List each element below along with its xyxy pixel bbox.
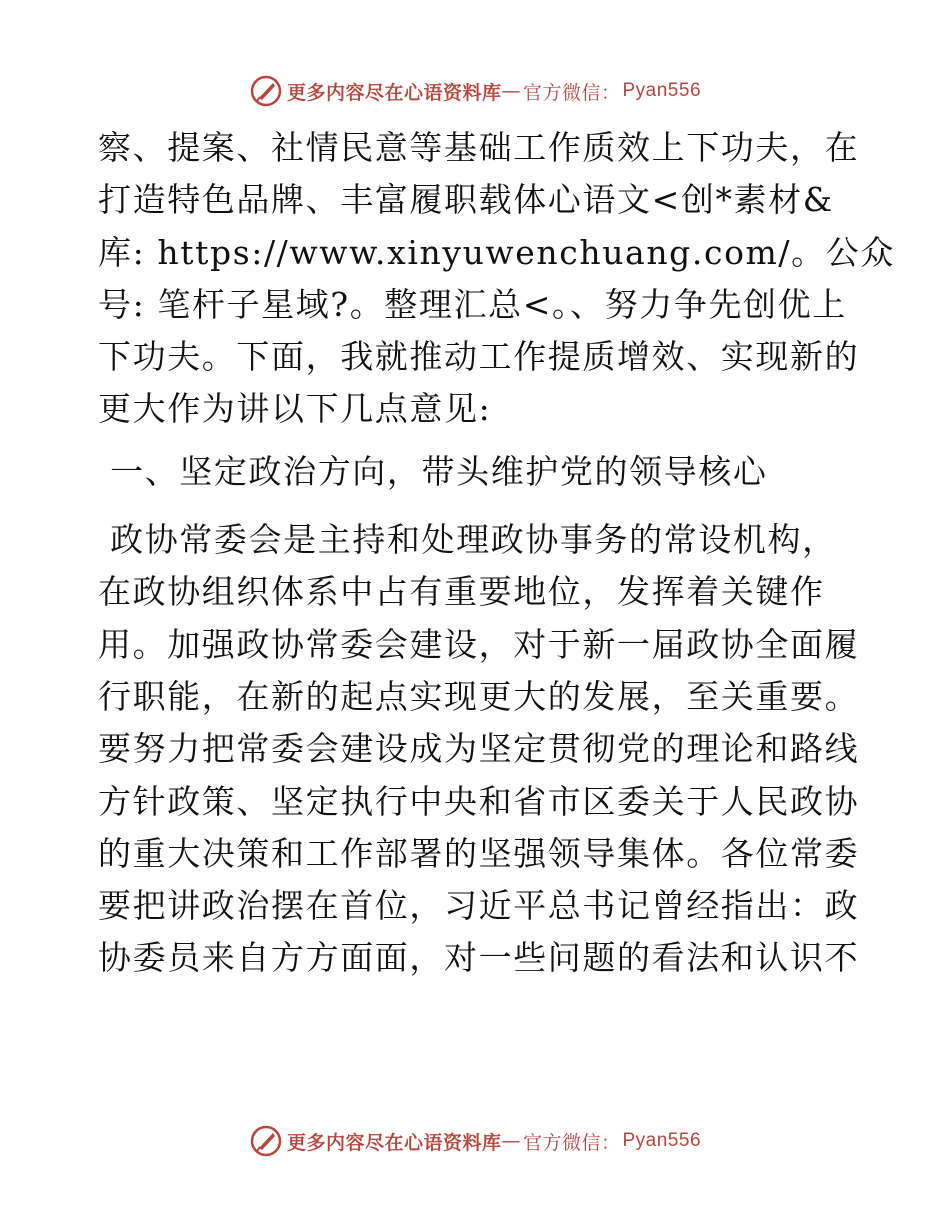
text-line: 要努力把常委会建设成为坚定贯彻党的理论和路线 xyxy=(98,729,860,769)
heading-text: 一、坚定政治方向，带头维护党的领导核心 xyxy=(98,451,768,491)
text-line: 库: https://www.xinyuwenchuang.com/。公众 xyxy=(98,232,895,272)
text-line: 政协常委会是主持和处理政协事务的常设机构， xyxy=(98,520,837,560)
text-line: 方针政策、坚定执行中央和省市区委关于人民政协 xyxy=(98,781,860,821)
text-line: 的重大决策和工作部署的坚强领导集体。各位常委 xyxy=(98,833,860,873)
text-line: 号: 笔杆子星域?。整理汇总<。、努力争先创优上 xyxy=(98,284,847,324)
text-line: 在政协组织体系中占有重要地位，发挥着关键作 xyxy=(98,572,825,612)
watermark-separator: — xyxy=(501,1130,521,1152)
text-line: 察、提案、社情民意等基础工作质效上下功夫，在 xyxy=(98,128,860,167)
document-body xyxy=(98,122,895,985)
watermark-id: Pyan556 xyxy=(622,1130,702,1151)
paragraph-2 xyxy=(98,514,858,985)
section-heading xyxy=(98,446,858,498)
watermark-text: 更多内容尽在心语资料库 xyxy=(286,1131,502,1154)
text-line: 下功夫。下面，我就推动工作提质增效、实现新的 xyxy=(98,337,860,377)
text-line: 打造特色品牌、丰富履职载体心语文<创*素材& xyxy=(98,180,834,220)
paragraph-1 xyxy=(98,122,895,436)
quill-logo-icon xyxy=(249,1124,283,1158)
watermark-text: 更多内容尽在心语资料库 xyxy=(286,81,502,104)
text-line: 要把讲政治摆在首位，习近平总书记曾经指出：政 xyxy=(98,886,860,926)
text-line: 行职能，在新的起点实现更大的发展，至关重要。 xyxy=(98,676,860,716)
watermark-official: 官方微信： xyxy=(522,1131,621,1154)
watermark-official: 官方微信： xyxy=(522,81,621,104)
header-watermark xyxy=(0,74,950,108)
text-line: 更大作为讲以下几点意见: xyxy=(98,389,492,429)
quill-logo-icon xyxy=(249,74,283,108)
text-line: 协委员来自方方面面，对一些问题的看法和认识不 xyxy=(98,938,860,978)
watermark-separator: — xyxy=(501,80,521,102)
text-line: 用。加强政协常委会建设，对于新一届政协全面履 xyxy=(98,624,860,664)
watermark-id: Pyan556 xyxy=(622,80,702,101)
footer-watermark xyxy=(0,1124,950,1158)
